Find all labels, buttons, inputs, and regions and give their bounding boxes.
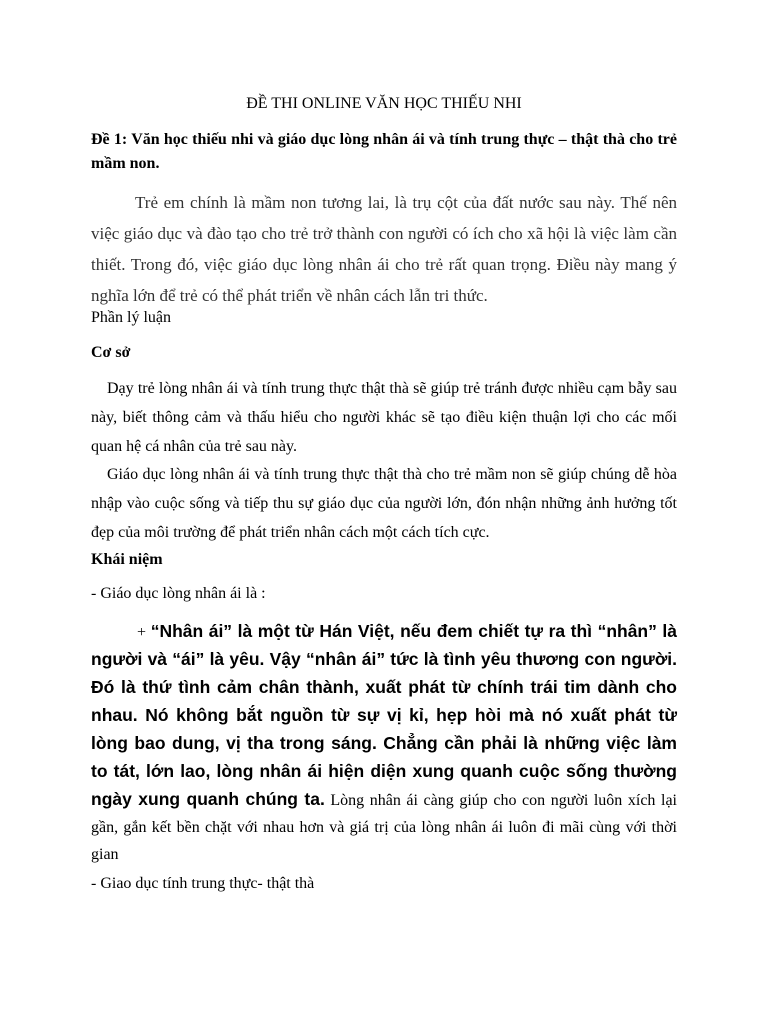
concept-heading: Khái niệm [91, 551, 163, 568]
theory-heading: Phần lý luận [91, 309, 171, 326]
compassion-label: - Giáo dục lòng nhân ái là : [91, 585, 266, 602]
bullet-plus: + [137, 624, 151, 641]
basis-paragraph-2: Giáo dục lòng nhân ái và tính trung thực thật thà cho trẻ mầm non sẽ giúp chúng dễ hòa nhập vào cuộc sống và tiếp thu sự giáo dục của người lớn, đón nhận những ảnh hưởng tốt đẹp của môi trường để phát triển nhân cách một cách tích cực. [91, 466, 677, 541]
compassion-definition-bold: “Nhân ái” là một từ Hán Việt, nếu đem chiết tự ra thì “nhân” là người và “ái” là yêu. Vậy “nhân ái” tức là tình yêu thương con người. Đó là thứ tình cảm chân thành, xuất phát từ chính trái tim dành cho nhau. Nó không bắt nguồn từ sự vị kỉ, hẹp hòi mà nó xuất phát từ lòng bao dung, vị tha trong sáng. Chẳng cần phải là những việc làm to tát, lớn lao, lòng nhân ái hiện diện xung quanh cuộc sống thường ngày xung quanh chúng ta. [91, 621, 677, 809]
compassion-definition-tail: Lòng nhân ái càng giúp cho con người luôn xích lại gần, gắn kết bền chặt với nhau hơn và giá trị của lòng nhân ái luôn đi mãi cùng với thời gian [91, 792, 677, 863]
basis-heading: Cơ sở [91, 344, 131, 361]
exam-subject: Đề 1: Văn học thiếu nhi và giáo dục lòng nhân ái và tính trung thực – thật thà cho trẻ mầm non. [91, 131, 677, 172]
compassion-definition [91, 618, 677, 868]
document-title: ĐỀ THI ONLINE VĂN HỌC THIẾU NHI [246, 95, 522, 112]
intro-paragraph: Trẻ em chính là mầm non tương lai, là trụ cột của đất nước sau này. Thế nên việc giáo dục và đào tạo cho trẻ trở thành con người có ích cho xã hội là việc làm cần thiết. Trong đó, việc giáo dục lòng nhân ái cho trẻ rất quan trọng. Điều này mang ý nghĩa lớn để trẻ có thể phát triển về nhân cách lẫn tri thức. [91, 193, 677, 305]
basis-paragraph-1: Dạy trẻ lòng nhân ái và tính trung thực thật thà sẽ giúp trẻ tránh được nhiều cạm bẫy sau này, biết thông cảm và thấu hiểu cho người khác sẽ tạo điều kiện thuận lợi cho các mối quan hệ cá nhân của trẻ sau này. [91, 380, 677, 455]
honesty-label: - Giao dục tính trung thực- thật thà [91, 875, 315, 892]
